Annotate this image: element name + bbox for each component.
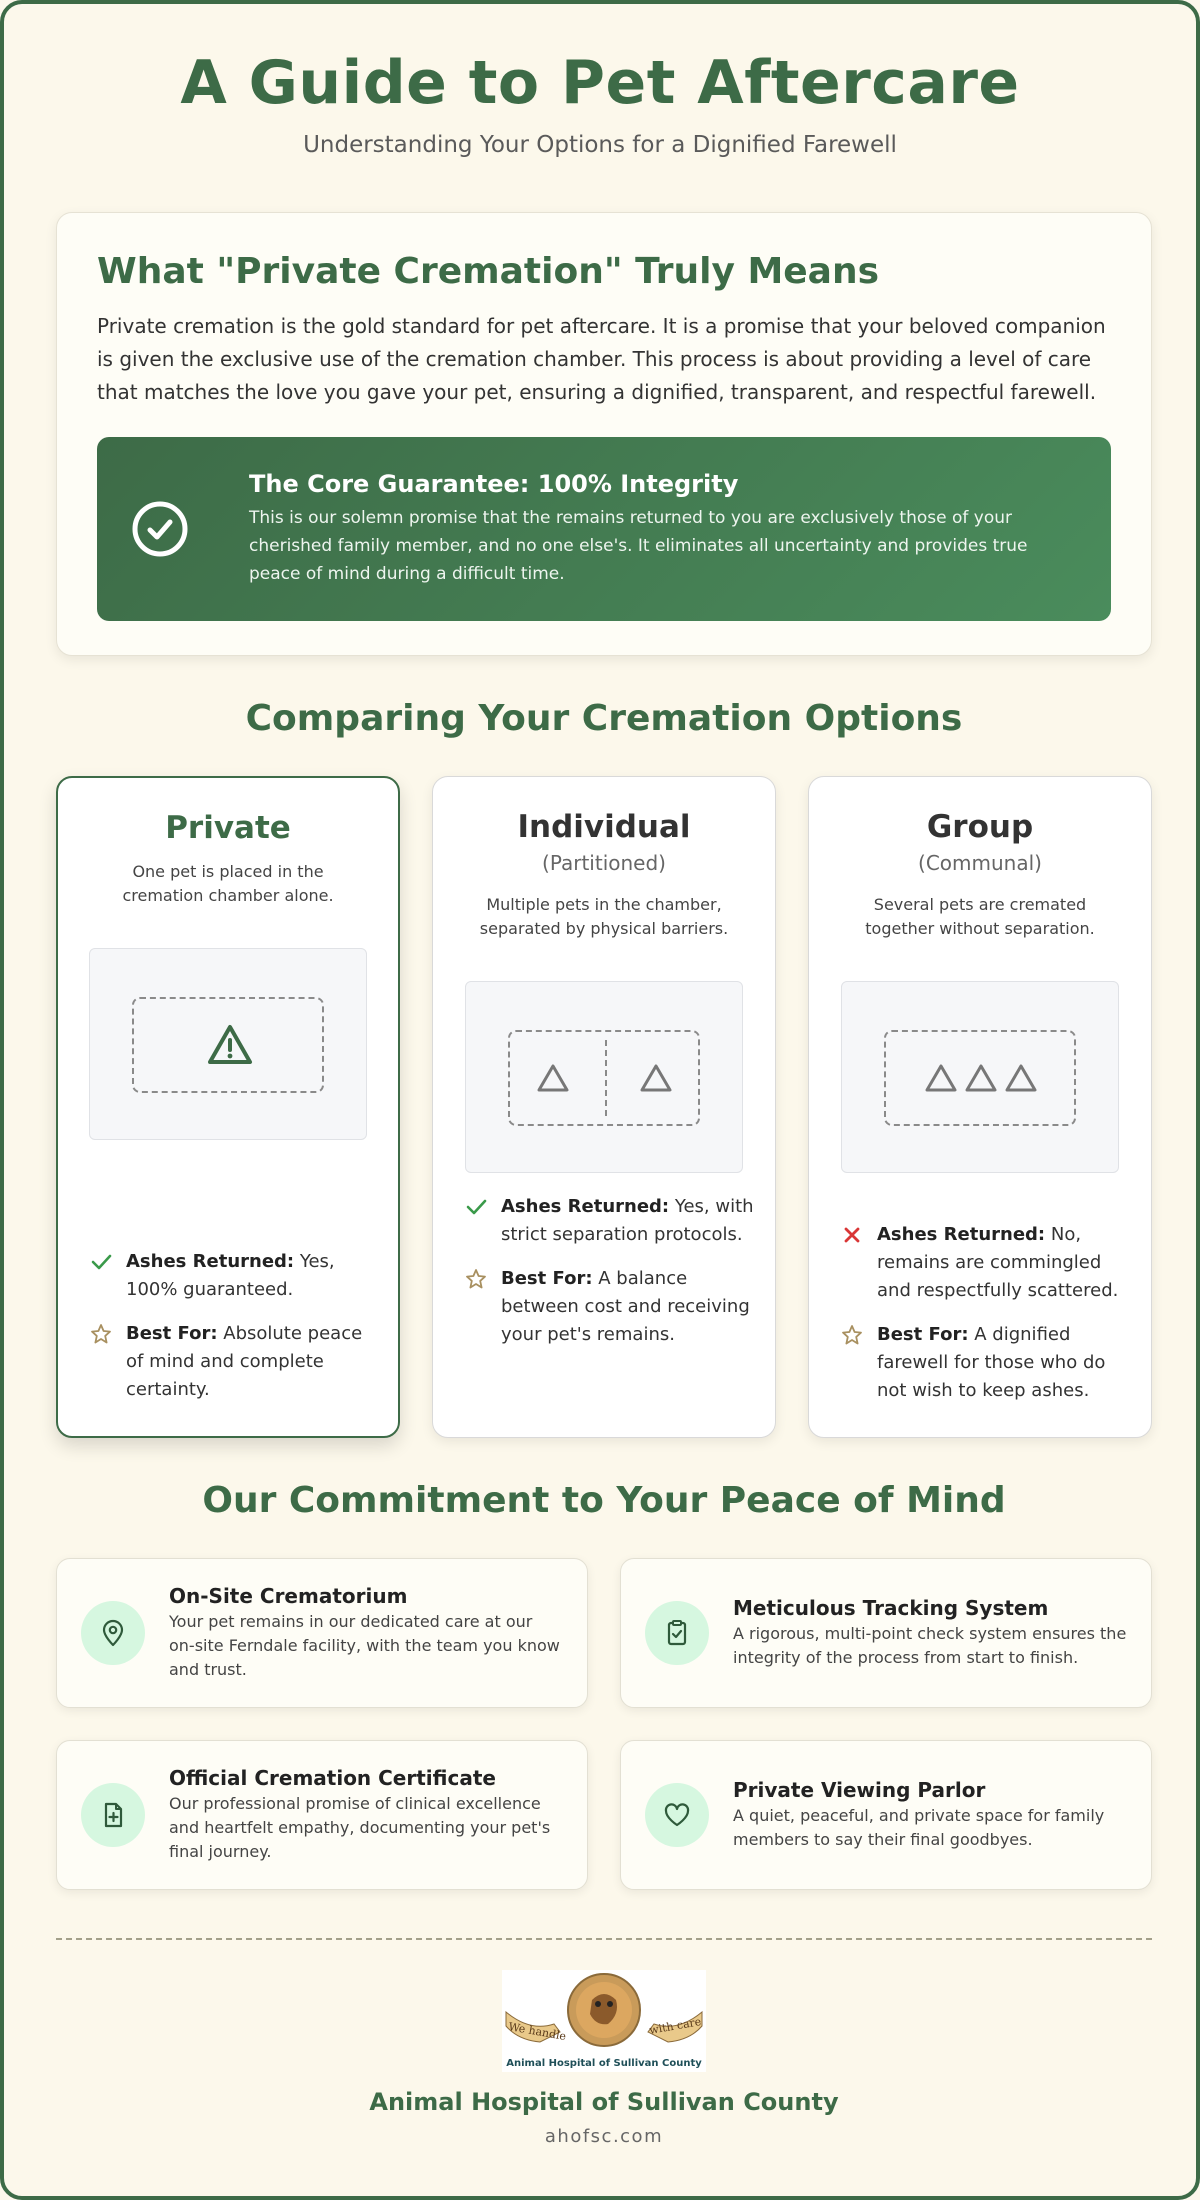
chamber-diagram bbox=[465, 981, 743, 1173]
ashes-returned-point bbox=[465, 1193, 755, 1249]
feature-icon-circle bbox=[645, 1601, 709, 1665]
check-circle-icon bbox=[131, 500, 189, 558]
best-for-point bbox=[841, 1321, 1131, 1405]
star-icon bbox=[841, 1324, 863, 1346]
option-points bbox=[841, 1221, 1131, 1421]
option-name: Group bbox=[926, 809, 1034, 845]
option-points bbox=[465, 1193, 755, 1365]
feature-card-certificate bbox=[56, 1740, 588, 1890]
feature-icon-circle bbox=[645, 1783, 709, 1847]
intro-card bbox=[56, 212, 1152, 656]
feature-card-onsite bbox=[56, 1558, 588, 1708]
ashes-label: Ashes Returned: bbox=[126, 1251, 295, 1272]
best-for-label: Best For: bbox=[126, 1323, 218, 1344]
triangle-icon bbox=[536, 1062, 570, 1094]
best-for-value: A balance between cost and receiving your pet's remains. bbox=[501, 1268, 750, 1345]
check-icon bbox=[465, 1196, 487, 1218]
org-url[interactable]: ahofsc.com bbox=[544, 2126, 664, 2147]
logo-caption: Animal Hospital of Sullivan County bbox=[506, 2058, 702, 2069]
cremation-chamber bbox=[508, 1030, 700, 1126]
best-for-label: Best For: bbox=[877, 1324, 969, 1345]
feature-text: A rigorous, multi-point check system ensures the integrity of the process from start to finish. bbox=[733, 1624, 1127, 1667]
guarantee-banner bbox=[97, 437, 1111, 621]
triangle-icon bbox=[924, 1062, 958, 1094]
guarantee-content bbox=[249, 470, 1071, 588]
ashes-label: Ashes Returned: bbox=[877, 1224, 1046, 1245]
star-icon bbox=[465, 1268, 487, 1290]
logo-banner-right: with care bbox=[648, 2015, 703, 2037]
guarantee-text: This is our solemn promise that the remains returned to you are exclusively those of your cherished family member, and no one else's. It eliminates all uncertainty and provides true peace of mind during a difficult time. bbox=[249, 508, 1028, 584]
best-for-label: Best For: bbox=[501, 1268, 593, 1289]
ashes-value: Yes, with strict separation protocols. bbox=[501, 1196, 754, 1245]
map-pin-icon bbox=[98, 1618, 128, 1648]
ashes-label: Ashes Returned: bbox=[501, 1196, 670, 1217]
feature-title: On-Site Crematorium bbox=[169, 1584, 408, 1608]
option-description: Multiple pets in the chamber, separated by physical barriers. bbox=[479, 895, 729, 938]
triangle-icon bbox=[1004, 1062, 1038, 1094]
option-card-private bbox=[56, 776, 400, 1438]
feature-text: A quiet, peaceful, and private space for family members to say their final goodbyes. bbox=[733, 1806, 1105, 1849]
warning-triangle-icon bbox=[206, 1023, 254, 1067]
chamber-diagram bbox=[89, 948, 367, 1140]
triangle-icon bbox=[964, 1062, 998, 1094]
feature-card-tracking bbox=[620, 1558, 1152, 1708]
commitment-title: Our Commitment to Your Peace of Mind bbox=[202, 1480, 1006, 1521]
hospital-logo bbox=[502, 1970, 706, 2072]
intro-text: Private cremation is the gold standard for pet aftercare. It is a promise that your beloved companion is given the exclusive use of the cremation chamber. This process is about providing a level of care that matches the love you gave your pet, ensuring a dignified, transparent, and respectful farewell. bbox=[97, 314, 1106, 404]
ashes-value: Yes, 100% guaranteed. bbox=[126, 1251, 335, 1300]
check-icon bbox=[90, 1251, 112, 1273]
ashes-returned-point bbox=[841, 1221, 1131, 1305]
option-description: One pet is placed in the cremation chamber alone. bbox=[122, 862, 334, 905]
feature-icon-circle bbox=[81, 1783, 145, 1847]
footer-divider bbox=[56, 1938, 1152, 1940]
best-for-value: Absolute peace of mind and complete certainty. bbox=[126, 1323, 363, 1400]
cremation-chamber bbox=[132, 997, 324, 1093]
best-for-point bbox=[465, 1265, 755, 1349]
page-title: A Guide to Pet Aftercare bbox=[180, 48, 1020, 118]
option-name: Individual bbox=[517, 809, 691, 845]
ashes-returned-point bbox=[90, 1248, 378, 1304]
chamber-diagram bbox=[841, 981, 1119, 1173]
best-for-point bbox=[90, 1320, 378, 1404]
page-header bbox=[4, 4, 1196, 158]
feature-card-viewing bbox=[620, 1740, 1152, 1890]
feature-icon-circle bbox=[81, 1601, 145, 1665]
guarantee-title: The Core Guarantee: 100% Integrity bbox=[249, 470, 739, 498]
triangle-icon bbox=[639, 1062, 673, 1094]
heart-icon bbox=[662, 1800, 692, 1830]
ashes-value: No, remains are commingled and respectfully scattered. bbox=[877, 1224, 1119, 1301]
comparison-title: Comparing Your Cremation Options bbox=[245, 698, 963, 739]
file-plus-icon bbox=[98, 1800, 128, 1830]
feature-text: Your pet remains in our dedicated care at our on-site Ferndale facility, with the team you know and trust. bbox=[169, 1612, 560, 1679]
logo-banner-left: We handle bbox=[507, 2020, 568, 2044]
partition-divider bbox=[605, 1040, 607, 1116]
feature-title: Official Cremation Certificate bbox=[169, 1766, 496, 1790]
option-card-group bbox=[808, 776, 1152, 1438]
option-card-individual bbox=[432, 776, 776, 1438]
option-subtitle: (Communal) bbox=[918, 851, 1042, 875]
clipboard-check-icon bbox=[662, 1618, 692, 1648]
star-icon bbox=[90, 1323, 112, 1345]
option-description: Several pets are cremated together without separation. bbox=[865, 895, 1095, 938]
x-icon bbox=[841, 1224, 863, 1246]
option-points bbox=[90, 1248, 378, 1420]
cremation-chamber bbox=[884, 1030, 1076, 1126]
intro-title: What "Private Cremation" Truly Means bbox=[97, 251, 880, 292]
feature-title: Private Viewing Parlor bbox=[733, 1778, 986, 1802]
option-subtitle: (Partitioned) bbox=[542, 851, 666, 875]
feature-title: Meticulous Tracking System bbox=[733, 1596, 1049, 1620]
org-name: Animal Hospital of Sullivan County bbox=[369, 2088, 839, 2116]
best-for-value: A dignified farewell for those who do not wish to keep ashes. bbox=[877, 1324, 1106, 1401]
feature-text: Our professional promise of clinical excellence and heartfelt empathy, documenting your pet's final journey. bbox=[169, 1794, 551, 1861]
page-subtitle: Understanding Your Options for a Dignified Farewell bbox=[303, 132, 897, 158]
option-name: Private bbox=[165, 810, 291, 846]
